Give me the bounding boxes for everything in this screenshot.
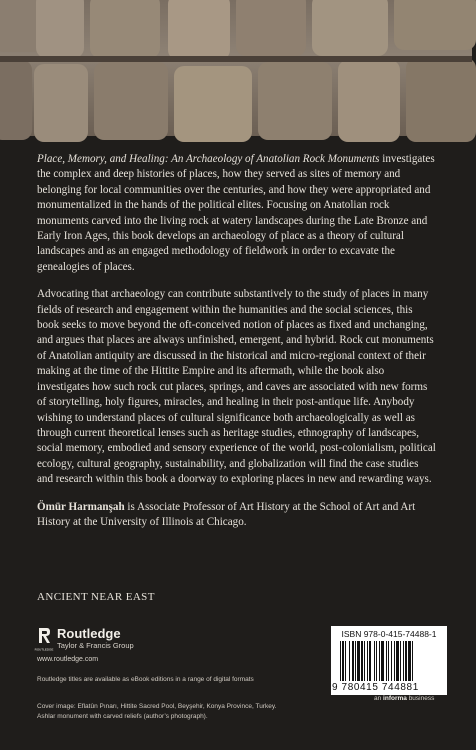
author-name: Ömür Harmanşah bbox=[37, 500, 125, 513]
informa-prefix: an bbox=[374, 695, 384, 702]
routledge-logo-icon bbox=[34, 625, 54, 652]
stone-block bbox=[312, 0, 388, 56]
barcode-panel bbox=[331, 626, 447, 695]
stone-block bbox=[258, 62, 332, 140]
back-cover-text bbox=[37, 152, 437, 530]
stone-block bbox=[394, 0, 476, 50]
stone-block bbox=[236, 0, 306, 56]
barcode-digits: 9 780415 744881 bbox=[332, 682, 419, 693]
publisher-group: Taylor & Francis Group bbox=[57, 640, 134, 650]
stone-block bbox=[0, 60, 32, 140]
publisher-logo bbox=[34, 625, 134, 652]
isbn-label: ISBN 978-0-415-74488-1 bbox=[341, 629, 437, 639]
stone-block bbox=[94, 62, 168, 140]
cover-credit-line-2: Ashlar monument with carved reliefs (author’s photograph). bbox=[37, 712, 208, 720]
informa-word: informa bbox=[383, 695, 407, 702]
publisher-name: Routledge bbox=[57, 625, 121, 641]
stone-block bbox=[36, 0, 84, 58]
publisher-wordmark bbox=[57, 627, 134, 651]
blurb-paragraph-1 bbox=[37, 152, 437, 275]
author-bio-text: is Associate Professor of Art History at the School of Art and Art History at the University of Illinois at Chicago. bbox=[37, 500, 416, 528]
ebook-note: Routledge titles are available as eBook editions in a range of digital formats bbox=[37, 676, 254, 683]
publisher-url: www.routledge.com bbox=[37, 656, 99, 663]
stone-block bbox=[338, 60, 400, 142]
logo-side-text: ROUTLEDGE bbox=[34, 647, 54, 652]
stone-block bbox=[406, 58, 476, 142]
cover-credit-line-1: Cover image: Eflatûn Pınarı, Hittite Sacred Pool, Beyşehir, Konya Province, Turkey. bbox=[37, 703, 277, 710]
series-label: ANCIENT NEAR EAST bbox=[37, 591, 155, 603]
cover-photo bbox=[0, 0, 472, 136]
author-bio bbox=[37, 500, 437, 531]
stone-block bbox=[34, 64, 88, 142]
blurb-paragraph-2: Advocating that archaeology can contribute substantively to the study of places in many fields of research and engagement within the humanities and the social sciences, this book seeks to move beyond the oft-conceived notion of places as fixed and unchanging, and argues that places are always unfinished, emergent, and hybrid. Rock cut monuments of Anatolian antiquity are discussed in the historical and micro-regional context of their making at the time of the Hittite Empire and its aftermath, while the book also investigates how such rock cut places, springs, and caves are associated with new forms of storytelling, holy figures, miracles, and healing in their post-antique life. Anybody wishing to understand places of cultural significance both archaeologically as well as through current theoretical lenses such as heritage studies, ethnography of landscapes, social memory, embodied and sensory experience of the world, post-colonialism, political ecology, cultural geography, sustainability, and globalization will find the case studies and research within this book a doorway to exploring places in new and rewarding ways. bbox=[37, 288, 436, 486]
stone-joint bbox=[0, 56, 472, 62]
stone-block bbox=[174, 66, 252, 142]
stone-block bbox=[168, 0, 230, 60]
informa-brand bbox=[374, 695, 434, 702]
stone-block bbox=[90, 0, 160, 58]
blurb-text: investigates the complex and deep histories of places, how they served as sites of memory and belonging for local communities over the centuries, and how they were appropriated and monumentalized in the hands of the political elites. Focusing on Anatolian rock monuments carved into the living rock at watery landscapes during the Late Bronze and Early Iron Ages, this book develops an archaeology of place as a theory of cultural landscapes and as an engaged methodology of fieldwork in order to excavate the genealogies of places. bbox=[37, 153, 435, 273]
cover-credit bbox=[37, 702, 337, 721]
book-title: Place, Memory, and Healing: An Archaeology of Anatolian Rock Monuments bbox=[37, 153, 380, 165]
barcode-bars bbox=[340, 641, 440, 681]
informa-suffix: business bbox=[406, 695, 435, 702]
